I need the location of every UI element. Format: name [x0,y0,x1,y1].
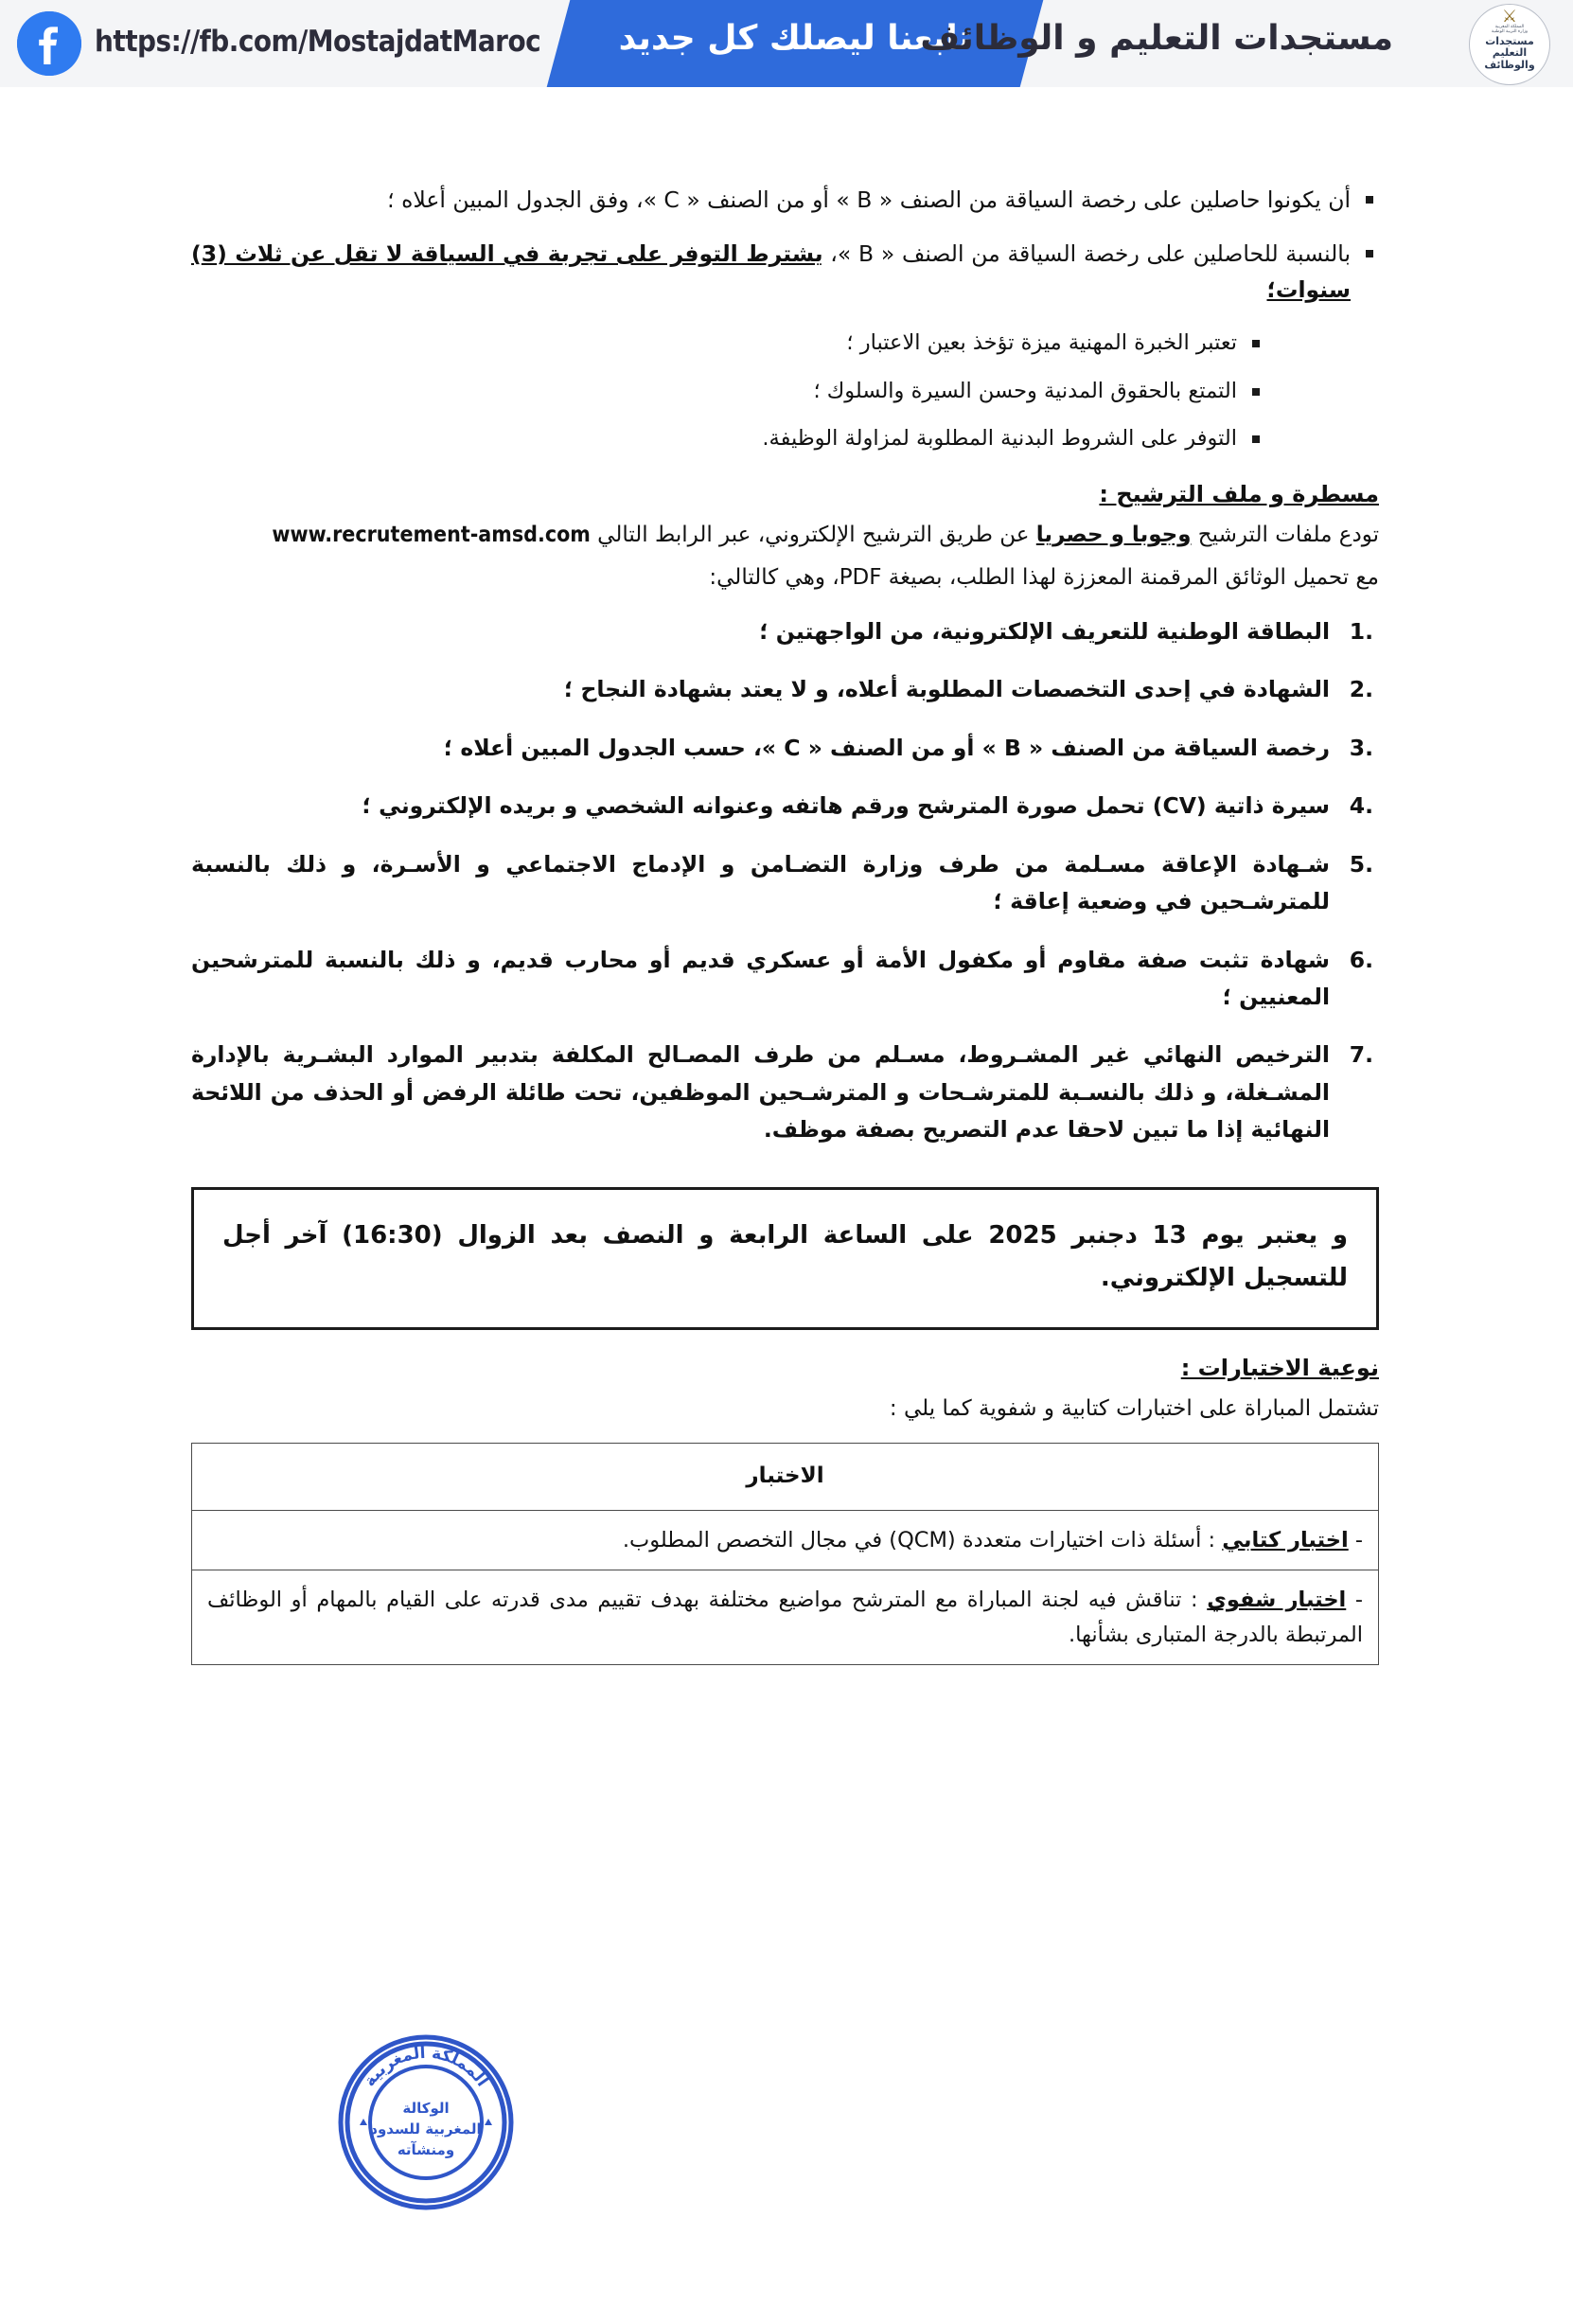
required-document-4: سيرة ذاتية (CV) تحمل صورة المترشح ورقم هاتفه وعنوانه الشخصي و بريده الإلكتروني ؛ [362,792,1330,820]
exam-row-text-oral: : تناقش فيه لجنة المباراة مع المترشح مواضيع مختلفة بهدف تقييم مدى قدرته على القيام بالمهام أو الوظائف المرتبطة بالدرجة المتبارى بشأنها. [207,1588,1363,1647]
condition-text-2-emphasis: يشترط التوفر على تجربة في السياقة لا تقل عن ثلاث (3) سنوات؛ [191,240,1351,304]
deadline-text: و يعتبر يوم 13 دجنبر 2025 على الساعة الرابعة و النصف بعد الزوال (16:30) آخر أجل للتسجيل الإلكتروني. [222,1220,1348,1292]
exam-row-oral [192,1570,1379,1665]
promo-slogan-text: تابعنا ليصلك كل جديد [618,19,972,58]
list-item [191,182,1379,218]
exam-row-label-written: اختبار كتابي [1222,1527,1349,1552]
sub-condition-text-3: التوفر على الشروط البدنية المطلوبة لمزاولة الوظيفة. [762,426,1237,452]
required-document-7: الترخيص النهائي غير المشـروط، مسـلم من طرف المصـالح المكلفة بتدبير الموارد البشـرية بالإدارة المشـغلة، و ذلك بالنسـبة للمترشـحات و المترشـحين الموظفين، تحت طائلة الرفض أو الحذف من اللائحة النهائية إذا ما تبين لاحقا عدم التصريح بصفة موظف. [191,1041,1330,1144]
condition-text-1: أن يكونوا حاصلين على رخصة السياقة من الصنف « B » أو من الصنف « C »، وفق الجدول المبين أعلاه ؛ [387,186,1351,213]
list-item [191,846,1379,921]
svg-text:المغربية للسدود: المغربية للسدود [370,2120,482,2138]
document-sheet [0,87,1573,2324]
svg-text:ومنشآته: ومنشآته [397,2141,455,2158]
required-documents-list [191,613,1379,1149]
procedure-heading: مسطرة و ملف الترشيح : [1099,480,1379,507]
seal-ministry-subtext: وزارة التربية الوطنية [1491,29,1529,34]
list-item [191,236,1379,308]
promo-page-name-text: مستجدات التعليم و الوظائف [920,19,1393,58]
document-body [191,182,1379,1665]
sub-conditions-bullet-list [191,326,1265,455]
exam-row-text-written: : أسئلة ذات اختيارات متعددة (QCM) في مجال التخصص المطلوب. [622,1527,1223,1552]
exam-table [191,1443,1379,1665]
required-document-3: رخصة السياقة من الصنف « B » أو من الصنف « C »، حسب الجدول المبين أعلاه ؛ [443,734,1330,761]
conditions-bullet-list [191,182,1379,308]
list-item [191,788,1379,825]
exams-heading: نوعية الاختبارات : [1180,1355,1379,1382]
list-item [191,613,1379,650]
procedure-text-before: تودع ملفات الترشيح [1191,522,1379,547]
exam-row-written [192,1510,1379,1570]
recruitment-website-link[interactable]: www.recrutement-amsd.com [272,522,591,547]
seal-title-line1: مستجدات التعليم [1485,35,1534,59]
sub-condition-text-1: تعتبر الخبرة المهنية ميزة تؤخذ بعين الاعتبار ؛ [846,330,1237,356]
exam-row-label-oral: اختبار شفوي [1207,1588,1347,1613]
list-item [191,730,1379,767]
exam-row-prefix: - [1348,1527,1363,1552]
list-item [191,421,1265,455]
exams-intro-text: تشتمل المباراة على اختبارات كتابية و شفوية كما يلي : [889,1396,1379,1422]
procedure-paragraph-line1 [191,517,1379,554]
seal-ministry-text: المملكة المغربية [1494,25,1525,29]
sub-condition-text-2: التمتع بالحقوق المدنية وحسن السيرة والسلوك ؛ [813,378,1237,403]
procedure-text-after: عن طريق الترشيح الإلكتروني، عبر الرابط التالي [590,522,1036,547]
deadline-box [191,1187,1379,1330]
list-item [191,942,1379,1017]
exam-table-header: الاختبار [192,1444,1379,1510]
required-document-1: البطاقة الوطنية للتعريف الإلكترونية، من الواجهتين ؛ [759,617,1330,645]
seal-title-line2: والوظائف [1484,59,1535,71]
promo-seal-badge [1469,4,1550,85]
svg-text:المملكة المغربية: المملكة المغربية [360,2043,492,2091]
procedure-paragraph-line2: مع تحميل الوثائق المرقمنة المعززة لهذا الطلب، بصيغة PDF، وهي كالتالي: [709,564,1379,590]
exam-row-prefix: - [1346,1588,1363,1613]
table-header-row [192,1444,1379,1510]
list-item [191,326,1265,360]
condition-text-2-prefix: بالنسبة للحاصلين على رخصة السياقة من الصنف « B »، [822,240,1352,268]
list-item [191,1037,1379,1148]
required-document-6: شهادة تثبت صفة مقاوم أو مكفول الأمة أو عسكري قديم أو محارب قديم، و ذلك بالنسبة للمترشحين المعنيين ؛ [191,946,1330,1010]
official-round-stamp-icon [331,2028,521,2217]
required-document-2: الشهادة في إحدى التخصصات المطلوبة أعلاه، و لا يعتد بشهادة النجاح ؛ [563,676,1330,703]
required-document-5: شـهادة الإعاقة مسـلمة من طرف وزارة التضـامن و الإدماج الاجتماعي و الأسـرة، و ذلك بالنسبة للمترشـحين في وضعية إعاقة ؛ [191,850,1330,915]
facebook-icon[interactable] [17,11,81,76]
promo-banner [0,0,1573,90]
svg-text:الوكالة: الوكالة [402,2100,450,2117]
facebook-url-text[interactable]: https://fb.com/MostajdatMaroc [95,25,541,59]
list-item [191,374,1265,408]
table-row [192,1510,1379,1570]
list-item [191,671,1379,708]
table-row [192,1570,1379,1665]
procedure-text-emphasis: وجوبا و حصريا [1035,522,1192,547]
moroccan-coat-of-arms-icon: ⚔ [1501,7,1518,27]
